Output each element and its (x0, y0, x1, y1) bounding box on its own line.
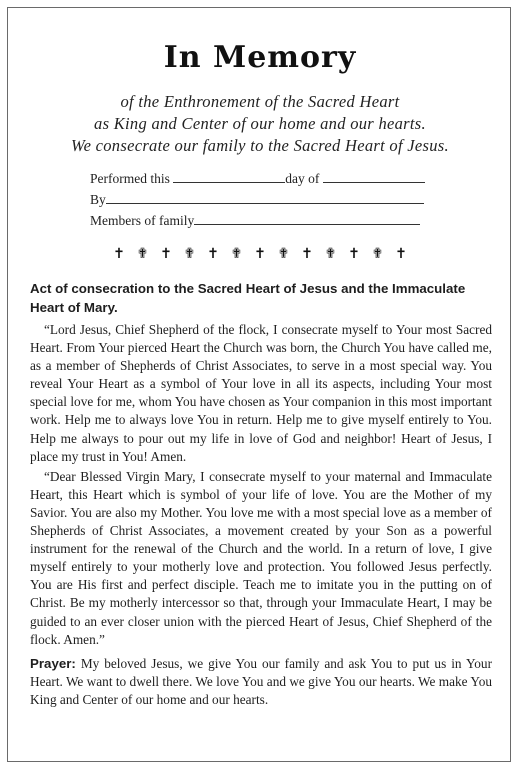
members-label: Members of family (90, 213, 195, 228)
cross-icon: ✝ (160, 247, 172, 262)
family-prayer-paragraph (30, 655, 492, 709)
act-heading: Act of consecration to the Sacred Heart of Jesus and the Immaculate Heart of Mary. (30, 281, 466, 315)
prayer-label: Prayer: (30, 655, 76, 671)
jesus-consecration-paragraph: “Lord Jesus, Chief Shepherd of the flock, I consecrate myself to Your most Sacred Heart. From Your pierced Heart the Church was born, the Church You have called me, as a member of Shepherds of Christ Associates, to serve in a most special way. You reveal Your Heart as a symbol of Your love in all its aspects, including Your most special love for me, whom You have chosen as Your companion in this most important work. Help me to always love You in return. Help me to give myself entirely to You. Help me always to pour out my life in love of God and neighbor! Heart of Jesus, I place my trust in You! Amen. (30, 322, 492, 464)
performed-label: Performed this (90, 171, 170, 186)
by-line (90, 191, 424, 208)
by-label: By (90, 192, 106, 207)
cross-icon: ✟ (324, 247, 337, 262)
mary-consecration-paragraph: “Dear Blessed Virgin Mary, I consecrate myself to your maternal and Immaculate Heart, this Heart which is symbol of your life of love. You are the Mother of my Savior. You are also my Mother. You love me with a most special love as a member of Shepherds of Christ Associates, a movement created by your Son as a powerful instrument for the renewal of the Church and the world. In a return of love, I give myself entirely to your motherly love and protection. You followed Jesus perfectly. You are His first and perfect disciple. Teach me to imitate you in the putting on of Christ. Be my motherly intercessor so that, through your Immaculate Heart, I may be guided to an ever closer union with the pierced Heart of Jesus, Chief Shepherd of the flock. Amen.” (30, 468, 492, 647)
cross-icon: ✟ (136, 247, 149, 262)
cross-icon: ✝ (348, 247, 360, 262)
cross-icon: ✝ (113, 247, 125, 262)
cross-icon: ✟ (277, 247, 290, 262)
prayer-text: My beloved Jesus, we give You our family and ask You to put us in Your Heart. We want to dwell there. We love You and we give You our hearts. We make You King and Center of our home and our hearts. (30, 655, 493, 707)
cross-icon: ✟ (183, 247, 196, 262)
performed-line (90, 170, 425, 187)
performed-blank[interactable] (173, 170, 285, 183)
day-blank[interactable] (323, 170, 425, 183)
cross-icon: ✝ (207, 247, 219, 262)
cross-icon: ✟ (230, 247, 243, 262)
members-line (90, 212, 420, 229)
dedication-line-3: We consecrate our family to the Sacred Heart of Jesus. (71, 136, 449, 155)
cross-icon: ✝ (301, 247, 313, 262)
cross-icon: ✝ (254, 247, 266, 262)
dedication-line-2: as King and Center of our home and our hearts. (94, 114, 426, 133)
page-title: In Memory (163, 40, 357, 75)
day-label: day of (285, 171, 320, 186)
members-blank[interactable] (194, 212, 420, 225)
cross-divider (0, 246, 520, 263)
dedication-line-1: of the Enthronement of the Sacred Heart (120, 92, 400, 111)
cross-icon: ✝ (395, 247, 407, 262)
by-blank[interactable] (106, 191, 424, 204)
cross-icon: ✟ (371, 247, 384, 262)
consecration-text (30, 280, 492, 711)
